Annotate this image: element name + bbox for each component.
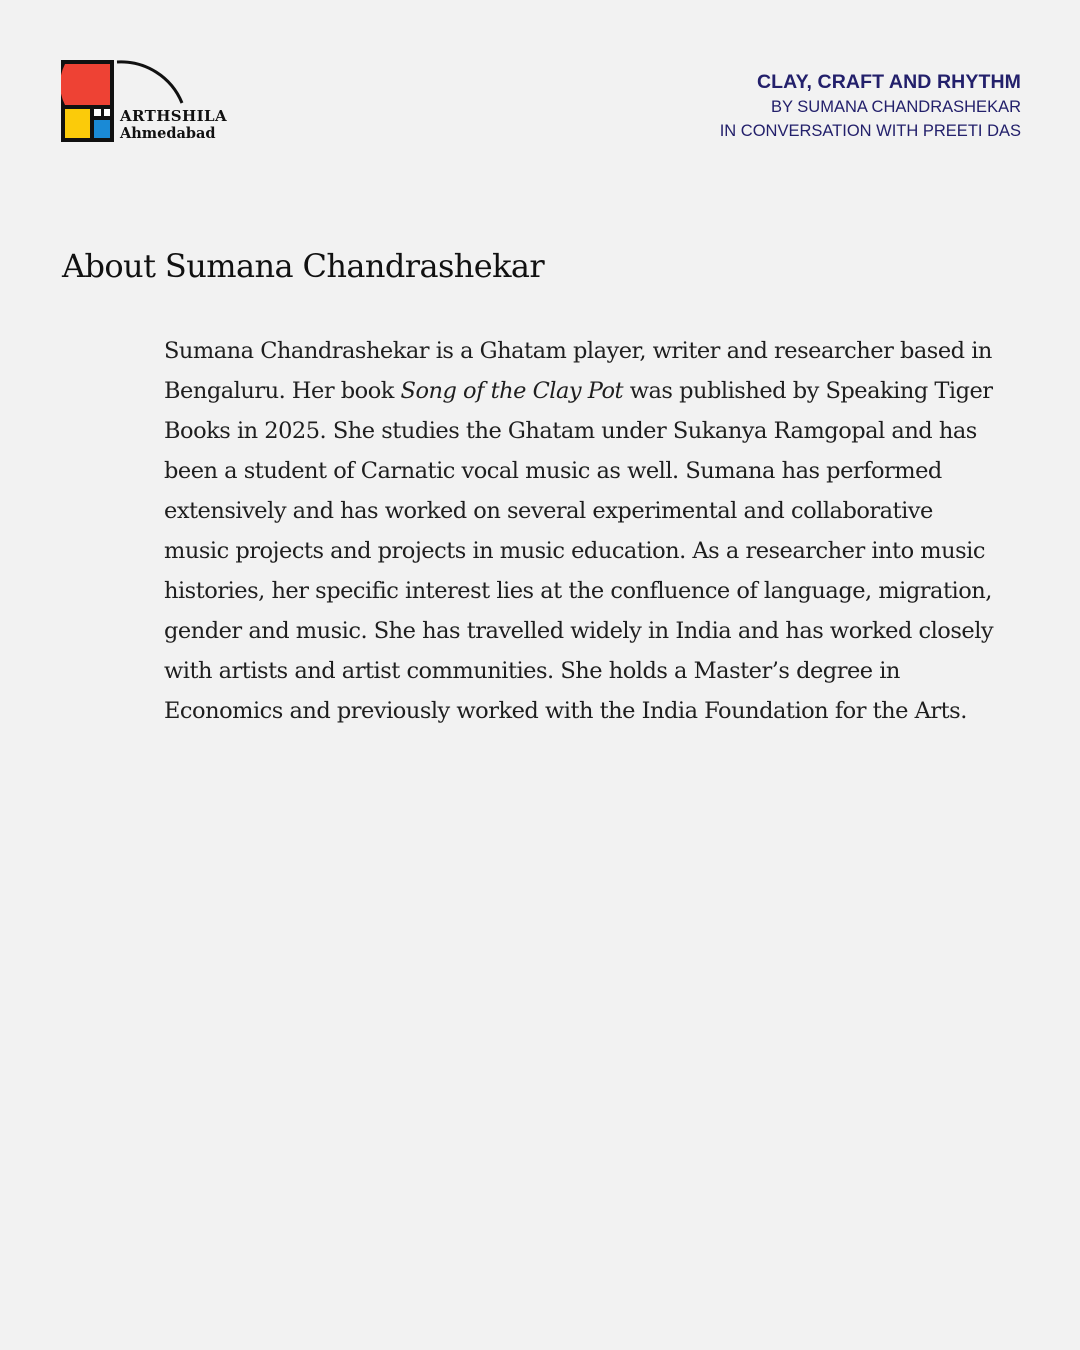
bio-line xyxy=(164,371,1024,411)
bio-line: been a student of Carnatic vocal music as well. Sumana has performed xyxy=(164,458,942,484)
bio-line: Books in 2025. She studies the Ghatam under Sukanya Ramgopal and has xyxy=(164,418,977,444)
logo-name: ARTHSHILA xyxy=(120,107,227,125)
logo-city: Ahmedabad xyxy=(120,125,216,142)
bio-line: histories, her specific interest lies at the confluence of language, migration, xyxy=(164,578,992,604)
event-byline: BY SUMANA CHANDRASHEKAR xyxy=(770,98,1021,116)
bio-text: Bengaluru. Her book xyxy=(164,378,401,404)
bio-line: Economics and previously worked with the India Foundation for the Arts. xyxy=(164,698,967,724)
bio-line: extensively and has worked on several experimental and collaborative xyxy=(164,498,933,524)
bio-line: Sumana Chandrashekar is a Ghatam player, writer and researcher based in xyxy=(164,338,992,364)
bio-line: music projects and projects in music education. As a researcher into music xyxy=(164,538,985,564)
section-heading: About Sumana Chandrashekar xyxy=(62,247,545,285)
event-header xyxy=(720,69,1021,143)
bio-text: was published by Speaking Tiger xyxy=(623,378,993,404)
book-title: Song of the Clay Pot xyxy=(400,378,624,404)
event-title: CLAY, CRAFT AND RHYTHM xyxy=(756,71,1021,93)
bio-line: with artists and artist communities. She holds a Master’s degree in xyxy=(164,658,900,684)
event-conversation: IN CONVERSATION WITH PREETI DAS xyxy=(719,122,1021,140)
arthshila-logo xyxy=(61,58,241,148)
bio-paragraph xyxy=(164,331,1024,731)
bio-line: gender and music. She has travelled widely in India and has worked closely xyxy=(164,618,994,644)
